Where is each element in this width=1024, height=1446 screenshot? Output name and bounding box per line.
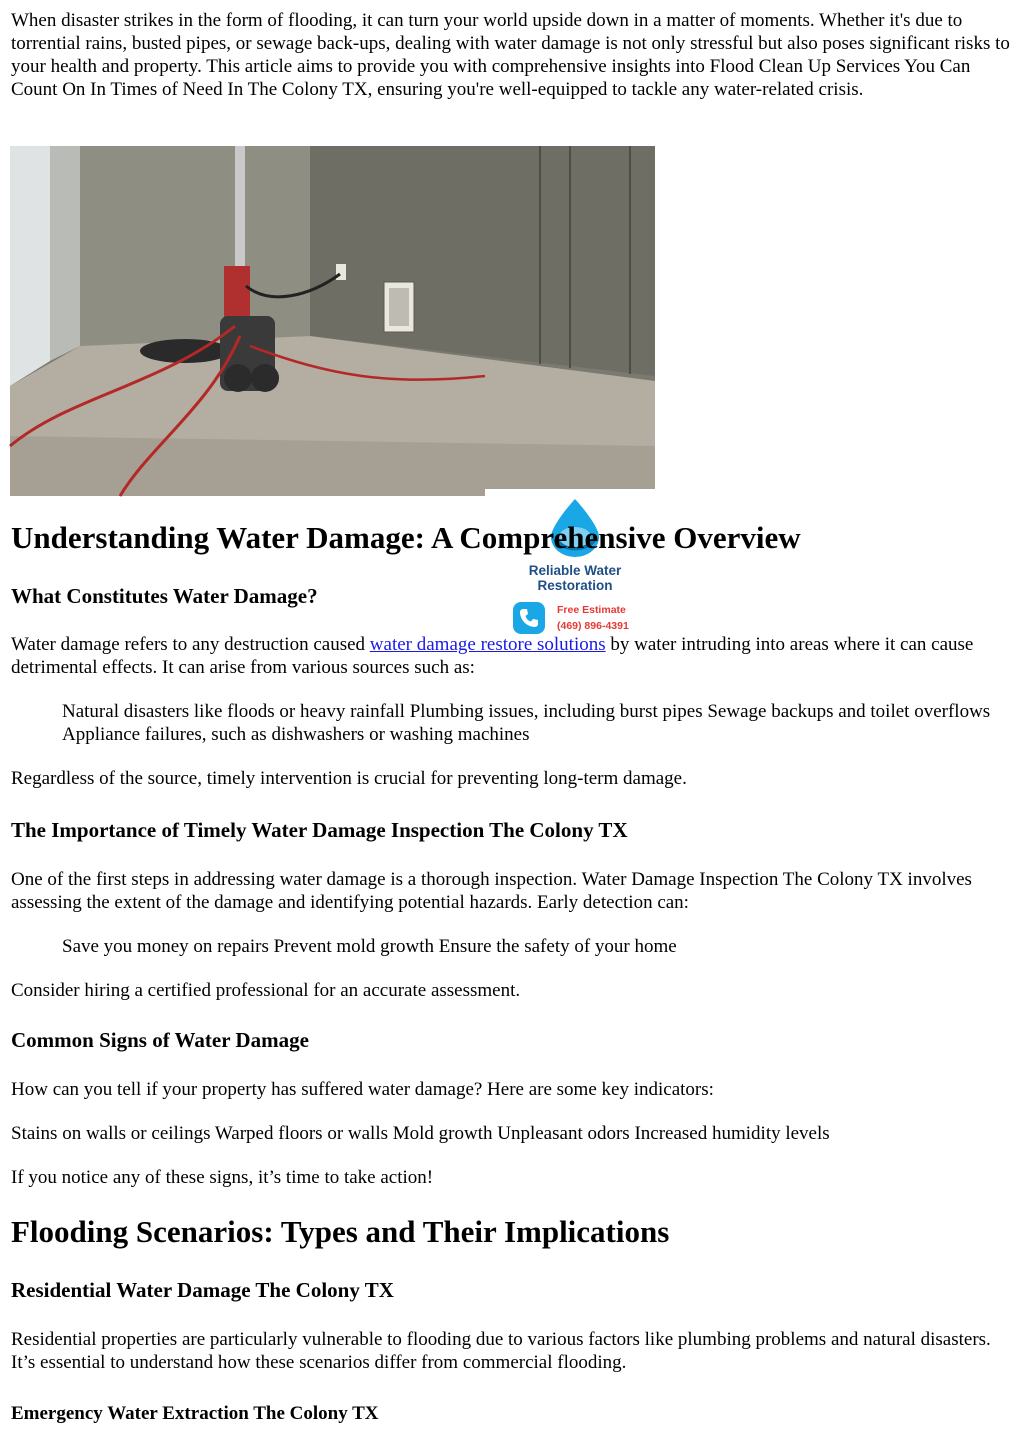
phone-number: (469) 896-4391 xyxy=(557,620,629,632)
heading-understanding-water-damage: Understanding Water Damage: A Comprehensive Overview xyxy=(11,520,801,555)
brand-name-line2: Restoration xyxy=(537,578,613,593)
free-estimate-callout xyxy=(557,602,629,634)
early-detection-list: Save you money on repairs Prevent mold growth Ensure the safety of your home xyxy=(62,936,677,957)
heading-residential-water-damage: Residential Water Damage The Colony TX xyxy=(11,1278,394,1302)
sources-list: Natural disasters like floods or heavy rainfall Plumbing issues, including burst pipes Sewage backups and toilet overflows Appliance failures, such as dishwashers or washing machines xyxy=(62,701,991,745)
inspection-paragraph: One of the first steps in addressing water damage is a thorough inspection. Water Damage Inspection The Colony TX involves assessing the extent of the damage and identifying potential hazards. Early detection can: xyxy=(11,869,972,913)
heading-timely-inspection: The Importance of Timely Water Damage Inspection The Colony TX xyxy=(11,818,628,842)
heading-emergency-water-extraction: Emergency Water Extraction The Colony TX xyxy=(11,1403,379,1424)
signs-list: Stains on walls or ceilings Warped floors or walls Mold growth Unpleasant odors Increased humidity levels xyxy=(11,1123,830,1144)
flooded-room-illustration xyxy=(10,146,655,496)
heading-what-constitutes: What Constitutes Water Damage? xyxy=(11,584,318,608)
intro-paragraph: When disaster strikes in the form of flooding, it can turn your world upside down in a matter of moments. Whether it's due to torrential rains, busted pipes, or sewage back-ups, dealing with water damage is not only stressful but also poses significant risks to your health and property. This article aims to provide you with comprehensive insights into Flood Clean Up Services You Can Count On In Times of Need In The Colony TX, ensuring you're well-equipped to tackle any water-related crisis. xyxy=(11,10,1010,100)
take-action-paragraph: If you notice any of these signs, it’s time to take action! xyxy=(11,1167,434,1188)
water-damage-restore-link[interactable]: water damage restore solutions xyxy=(369,634,606,655)
certified-professional-paragraph: Consider hiring a certified professional for an accurate assessment. xyxy=(11,980,521,1001)
what-constitutes-paragraph xyxy=(11,633,1013,679)
heading-flooding-scenarios: Flooding Scenarios: Types and Their Implications xyxy=(11,1214,670,1249)
phone-icon xyxy=(513,602,545,634)
brand-name xyxy=(485,563,665,593)
residential-paragraph: Residential properties are particularly vulnerable to flooding due to various factors like plumbing problems and natural disasters. It’s essential to understand how these scenarios differ from commercial flooding. xyxy=(11,1329,991,1373)
brand-name-line1: Reliable Water xyxy=(528,563,622,578)
para-text: Water damage refers to any destruction caused xyxy=(11,634,370,655)
brand-overlay xyxy=(485,489,665,642)
para-text: by water intruding into areas where it can cause detrimental effects. It can arise from various sources such as: xyxy=(11,634,974,678)
timely-intervention-paragraph: Regardless of the source, timely intervention is crucial for preventing long-term damage. xyxy=(11,768,687,789)
free-estimate-label: Free Estimate xyxy=(557,604,626,616)
signs-intro-paragraph: How can you tell if your property has suffered water damage? Here are some key indicators: xyxy=(11,1079,714,1100)
heading-common-signs: Common Signs of Water Damage xyxy=(11,1028,309,1052)
